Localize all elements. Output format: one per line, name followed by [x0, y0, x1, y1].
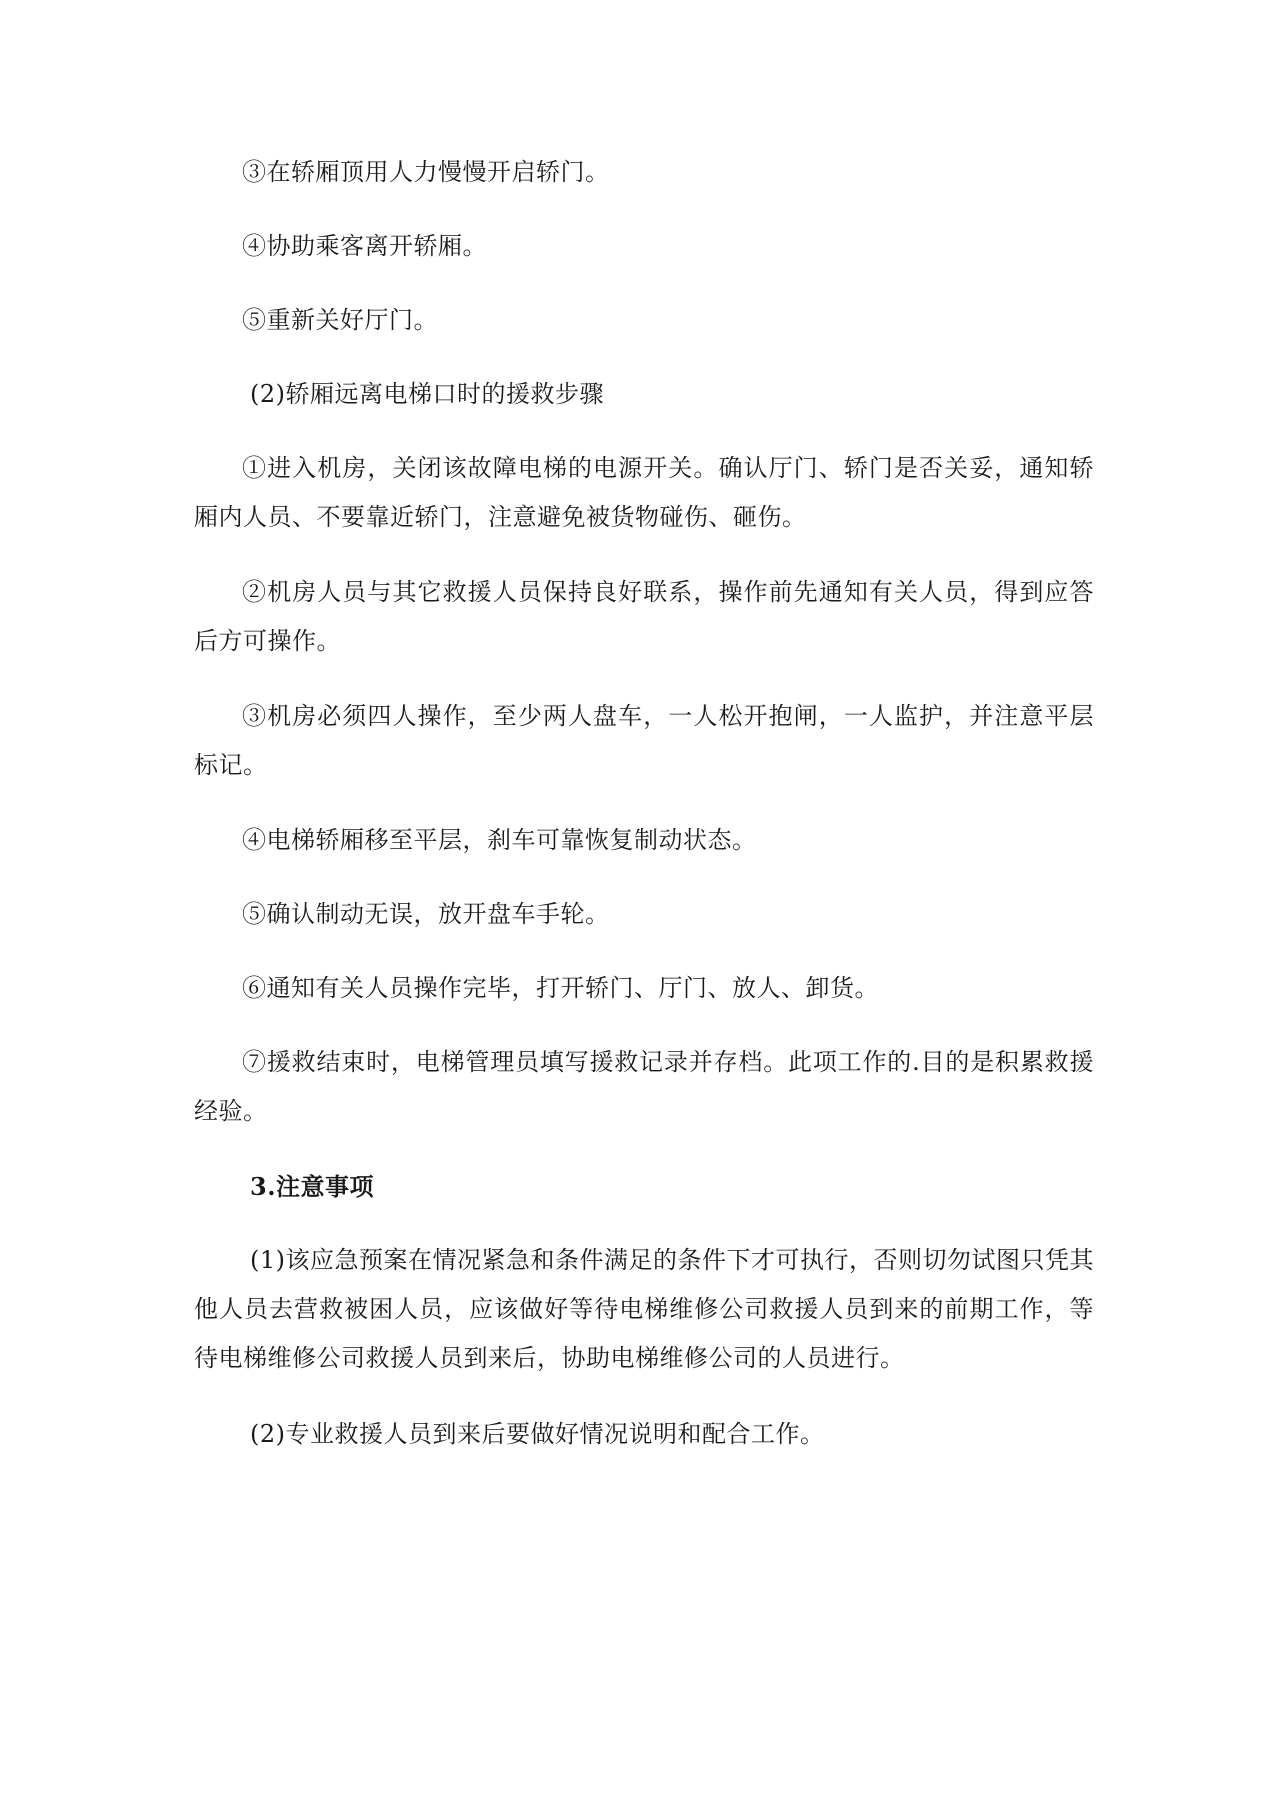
paragraph-step-4-assist-passengers: ④协助乘客离开轿厢。: [242, 232, 487, 260]
paragraph-move-car-to-level: ④电梯轿厢移至平层，刹车可靠恢复制动状态。: [242, 826, 757, 854]
paragraph-machine-room-power-off: ①进入机房，关闭该故障电梯的电源开关。确认厅门、轿门是否关妥，通知轿厢内人员、不要靠近轿门，注意避免被货物碰伤、砸伤。: [194, 454, 1094, 531]
paragraph-four-person-operation: ③机房必须四人操作，至少两人盘车，一人松开抱闸，一人监护，并注意平层标记。: [194, 702, 1094, 779]
section-heading-precautions: 3.注意事项: [250, 1172, 375, 1201]
paragraph-notify-completion: ⑥通知有关人员操作完毕，打开轿门、厅门、放人、卸货。: [242, 974, 879, 1002]
paragraph-record-rescue: ⑦援救结束时，电梯管理员填写援救记录并存档。此项工作的.目的是积累救援经验。: [194, 1048, 1094, 1125]
paragraph-precaution-2: (2)专业救援人员到来后要做好情况说明和配合工作。: [250, 1420, 825, 1448]
paragraph-step-3-open-car-door: ③在轿厢顶用人力慢慢开启轿门。: [242, 158, 610, 186]
paragraph-keep-contact: ②机房人员与其它救援人员保持良好联系，操作前先通知有关人员，得到应答后方可操作。: [194, 578, 1094, 655]
subheading-rescue-far-from-landing: (2)轿厢远离电梯口时的援救步骤: [250, 380, 604, 408]
paragraph-release-handwheel: ⑤确认制动无误，放开盘车手轮。: [242, 900, 610, 928]
paragraph-step-5-close-hall-door: ⑤重新关好厅门。: [242, 306, 438, 334]
paragraph-precaution-1: (1)该应急预案在情况紧急和条件满足的条件下才可执行，否则切勿试图只凭其他人员去营救被困人员，应该做好等待电梯维修公司救援人员到来的前期工作，等待电梯维修公司救援人员到来后，协助电梯维修公司的人员进行。: [194, 1246, 1094, 1372]
